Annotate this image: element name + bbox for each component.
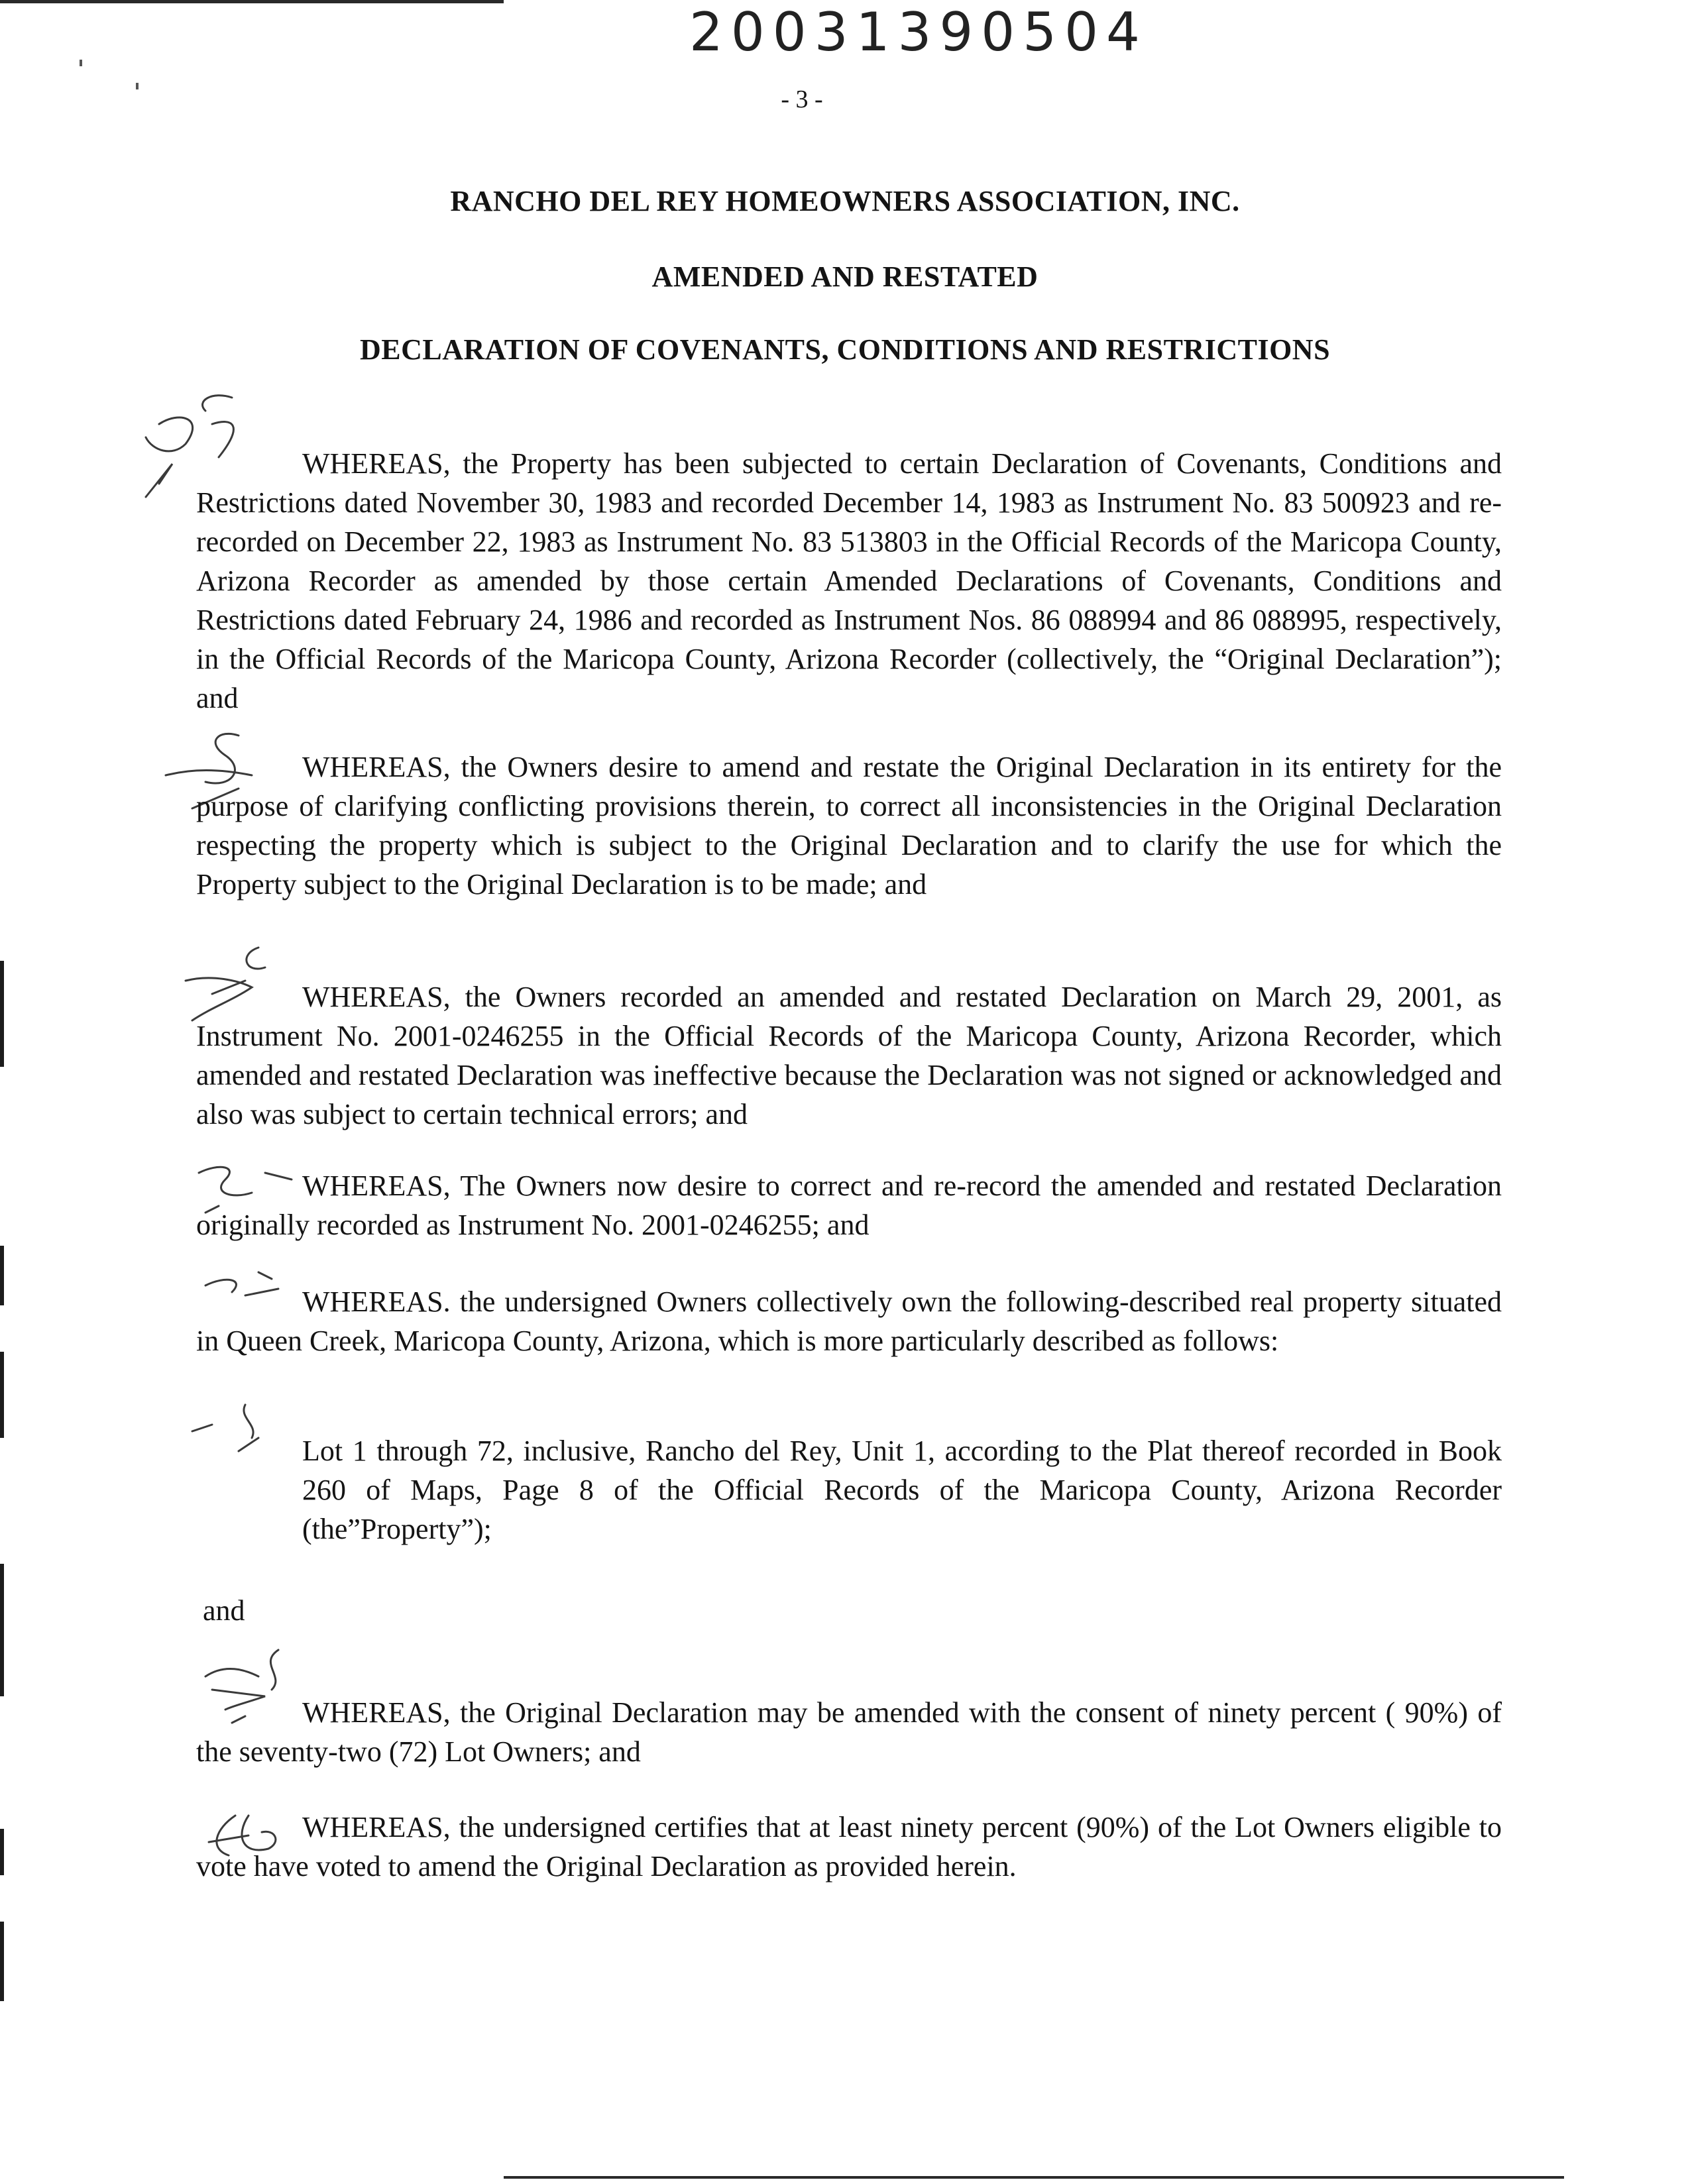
property-legal-description: Lot 1 through 72, inclusive, Rancho del Rey, Unit 1, according to the Plat thereof recorded in Book 260 of Maps, Page 8 of the Official Records of the Maricopa County, Arizona Recorder (the”Property”); [302, 1435, 1502, 1545]
scan-edge-mark [0, 1922, 4, 2001]
recital-paragraph: WHEREAS, the Property has been subjected to certain Declaration of Covenants, Conditions and Restrictions dated November 30, 1983 and recorded December 14, 1983 as Instrument No. 83 500923 and re-recorded on December 22, 1983 as Instrument No. 83 513803 in the Official Records of the Maricopa County, Arizona Recorder as amended by those certain Amended Declarations of Covenants, Conditions and Restrictions dated February 24, 1986 and recorded as Instrument Nos. 86 088994 and 86 088995, respectively, in the Official Records of the Maricopa County, Arizona Recorder (collectively, the “Original Declaration”); and [196, 447, 1502, 714]
scan-edge-mark [0, 1246, 4, 1305]
recital-paragraph: WHEREAS, the Original Declaration may be amended with the consent of ninety percent ( 90%) of the seventy-two (72) Lot Owners; and [196, 1696, 1502, 1768]
scan-edge-mark [0, 1352, 4, 1438]
association-title: RANCHO DEL REY HOMEOWNERS ASSOCIATION, INC. [450, 185, 1240, 217]
scan-speck [80, 60, 82, 66]
recording-number: 20031390504 [689, 1, 1148, 63]
scan-speck [136, 83, 139, 89]
scan-edge-mark [0, 961, 4, 1067]
bottom-scan-rule [504, 2176, 1564, 2179]
scan-edge-mark [0, 1829, 4, 1875]
connector-and: and [203, 1594, 245, 1627]
page-number: - 3 - [781, 85, 823, 113]
recital-paragraph: WHEREAS. the undersigned Owners collectively own the following-described real property situated in Queen Creek, Maricopa County, Arizona, which is more particularly described as follows: [196, 1285, 1502, 1357]
scan-edge-mark [0, 1564, 4, 1696]
recital-paragraph: WHEREAS, the undersigned certifies that at least ninety percent (90%) of the Lot Owners eligible to vote have voted to amend the Original Declaration as provided herein. [196, 1811, 1502, 1883]
amended-title: AMENDED AND RESTATED [651, 260, 1039, 293]
top-scan-rule [0, 0, 504, 3]
handwritten-initials-icon [179, 1392, 292, 1471]
recital-paragraph: WHEREAS, The Owners now desire to correct and re-record the amended and restated Declaration originally recorded as Instrument No. 2001-0246255; and [196, 1170, 1502, 1241]
recital-paragraph: WHEREAS, the Owners desire to amend and restate the Original Declaration in its entirety for the purpose of clarifying conflicting provisions therein, to correct all inconsistencies in the Original Declaration respecting the property which is subject to the Original Declaration and to clarify the use for which the Property subject to the Original Declaration is to be made; and [196, 751, 1502, 901]
recital-paragraph: WHEREAS, the Owners recorded an amended and restated Declaration on March 29, 2001, as Instrument No. 2001-0246255 in the Official Records of the Maricopa County, Arizona Recorder, which amended and restated Declaration was ineffective because the Declaration was not signed or acknowledged and also was subject to certain technical errors; and [196, 981, 1502, 1130]
declaration-title: DECLARATION OF COVENANTS, CONDITIONS AND RESTRICTIONS [359, 333, 1331, 366]
